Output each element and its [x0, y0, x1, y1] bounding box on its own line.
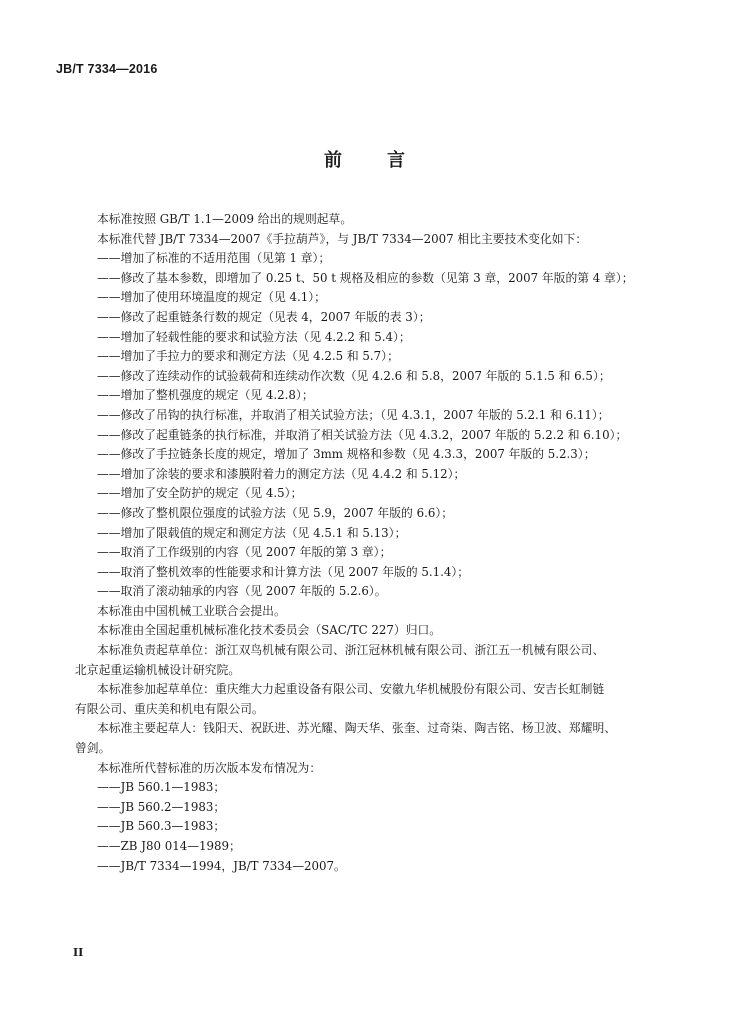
history-item: ——JB 560.2—1983； — [97, 799, 226, 814]
change-item: ——修改了手拉链条长度的规定，增加了 3mm 规格和参数（见 4.3.3，2007 年版的 5.2.3）； — [97, 447, 596, 462]
paragraph-participating-drafters-line2: 有限公司、重庆美和机电有限公司。 — [75, 701, 264, 716]
paragraph-proposer: 本标准由中国机械工业联合会提出。 — [97, 603, 286, 618]
standard-number: JB/T 7334—2016 — [56, 62, 158, 76]
paragraph-lead-drafters-line1: 本标准负责起草单位：浙江双鸟机械有限公司、浙江冠林机械有限公司、浙江五一机械有限公司、 — [97, 643, 605, 658]
paragraph-participating-drafters-line1: 本标准参加起草单位：重庆维大力起重设备有限公司、安徽九华机械股份有限公司、安吉长虹制链 — [97, 682, 605, 697]
change-item: ——增加了涂装的要求和漆膜附着力的测定方法（见 4.4.2 和 5.12）； — [97, 466, 466, 481]
change-item: ——增加了限载值的规定和测定方法（见 4.5.1 和 5.13）； — [97, 525, 407, 540]
paragraph-history-intro: 本标准所代替标准的历次版本发布情况为： — [97, 760, 322, 775]
change-item: ——取消了工作级别的内容（见 2007 年版的第 3 章）； — [97, 545, 392, 560]
change-item: ——取消了滚动轴承的内容（见 2007 年版的 5.2.6）。 — [97, 584, 387, 599]
change-item: ——增加了使用环境温度的规定（见 4.1）； — [97, 290, 326, 305]
page-title — [0, 146, 730, 172]
paragraph-replacement: 本标准代替 JB/T 7334—2007《手拉葫芦》，与 JB/T 7334—2007 相比主要技术变化如下： — [97, 231, 588, 246]
page-number: II — [73, 946, 84, 959]
change-item: ——修改了连续动作的试验载荷和连续动作次数（见 4.2.6 和 5.8，2007 年版的 5.1.5 和 6.5）； — [97, 368, 611, 383]
change-item: ——增加了安全防护的规定（见 4.5）； — [97, 486, 303, 501]
change-item: ——增加了手拉力的要求和测定方法（见 4.2.5 和 5.7）； — [97, 349, 399, 364]
change-item: ——增加了标准的不适用范围（见第 1 章）； — [97, 251, 331, 266]
paragraph-drafting-rule: 本标准按照 GB/T 1.1—2009 给出的规则起草。 — [97, 212, 353, 226]
history-item: ——JB 560.3—1983； — [97, 819, 226, 834]
history-item: ——JB/T 7334—1994，JB/T 7334—2007。 — [97, 858, 346, 873]
change-item: ——修改了基本参数，即增加了 0.25 t、50 t 规格及相应的参数（见第 3 章，2007 年版的第 4 章）； — [97, 270, 634, 285]
paragraph-committee: 本标准由全国起重机械标准化技术委员会（SAC/TC 227）归口。 — [97, 623, 442, 638]
title-char-2: 言 — [387, 150, 406, 171]
paragraph-drafters-line1: 本标准主要起草人：钱阳天、祝跃进、苏光耀、陶天华、张奎、过奇柒、陶吉铭、杨卫波、郑耀明、 — [97, 721, 617, 736]
change-item: ——取消了整机效率的性能要求和计算方法（见 2007 年版的 5.1.4）； — [97, 564, 470, 579]
change-item: ——修改了起重链条的执行标准，并取消了相关试验方法（见 4.3.2，2007 年版的 5.2.2 和 6.10）； — [97, 427, 628, 442]
paragraph-lead-drafters-line2: 北京起重运输机械设计研究院。 — [75, 662, 241, 677]
change-item: ——增加了整机强度的规定（见 4.2.8）； — [97, 388, 314, 403]
history-item: ——ZB J80 014—1989； — [97, 839, 241, 853]
title-char-1: 前 — [324, 150, 343, 171]
foreword-body — [75, 210, 675, 876]
change-item: ——修改了起重链条行数的规定（见表 4，2007 年版的表 3）； — [97, 309, 431, 324]
change-item: ——修改了整机限位强度的试验方法（见 5.9，2007 年版的 6.6）； — [97, 505, 454, 520]
paragraph-drafters-line2: 曾剑。 — [75, 741, 111, 756]
change-item: ——修改了吊钩的执行标准，并取消了相关试验方法；（见 4.3.1，2007 年版的 5.2.1 和 6.11）； — [97, 407, 610, 422]
history-item: ——JB 560.1—1983； — [97, 780, 226, 795]
change-item: ——增加了轻载性能的要求和试验方法（见 4.2.2 和 5.4）； — [97, 329, 411, 344]
